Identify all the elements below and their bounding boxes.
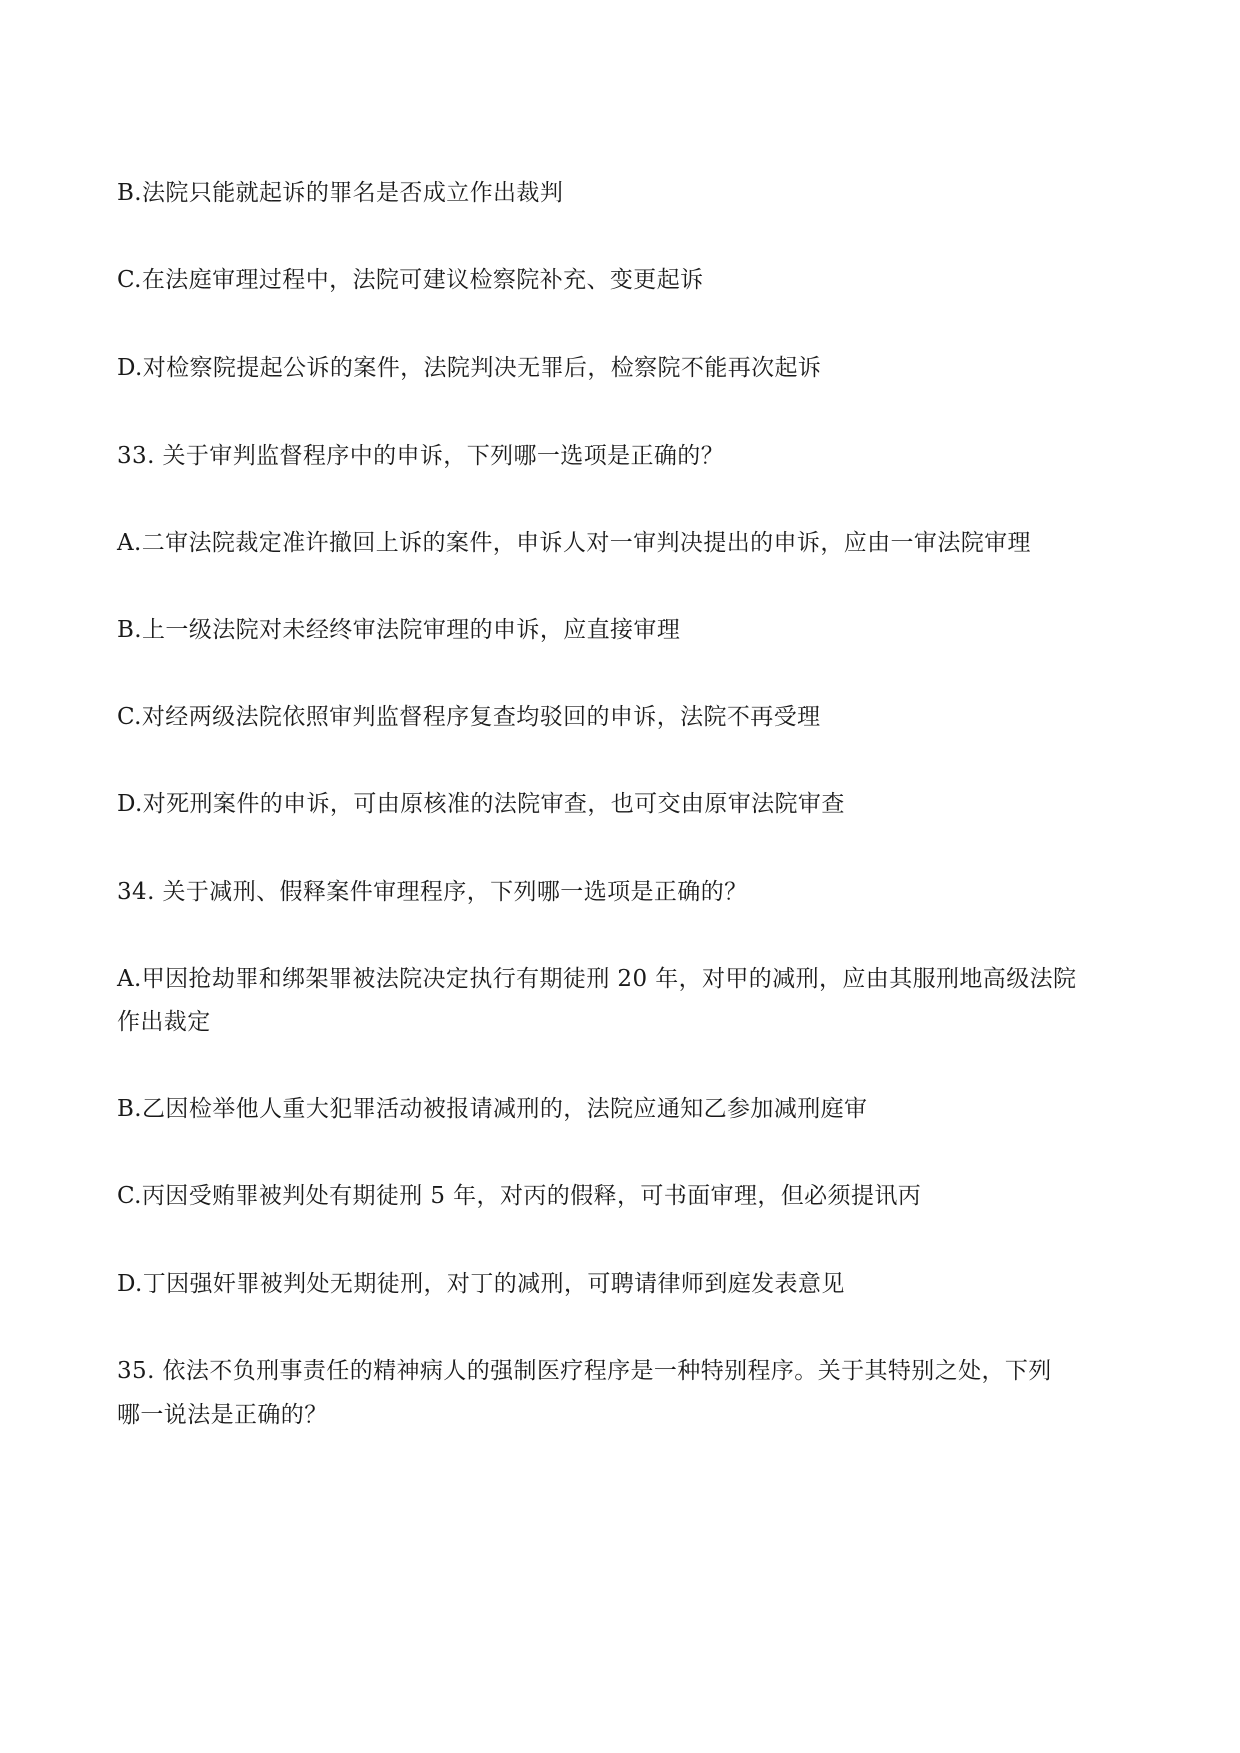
q35-question-line1: 35. 依法不负刑事责任的精神病人的强制医疗程序是一种特别程序。关于其特别之处，下列: [117, 1358, 1052, 1384]
q33-option-a: A.二审法院裁定准许撤回上诉的案件，申诉人对一审判决提出的申诉，应由一审法院审理: [117, 530, 1031, 556]
q33-option-c: C.对经两级法院依照审判监督程序复查均驳回的申诉，法院不再受理: [117, 704, 821, 730]
q32-option-d: D.对检察院提起公诉的案件，法院判决无罪后，检察院不能再次起诉: [117, 355, 822, 381]
q34-option-d: D.丁因强奸罪被判处无期徒刑，对丁的减刑，可聘请律师到庭发表意见: [117, 1271, 845, 1297]
q33-option-d: D.对死刑案件的申诉，可由原核准的法院审查，也可交由原审法院审查: [117, 791, 845, 817]
q32-option-c: C.在法庭审理过程中，法院可建议检察院补充、变更起诉: [117, 267, 704, 293]
q34-option-c: C.丙因受贿罪被判处有期徒刑 5 年，对丙的假释，可书面审理，但必须提讯丙: [117, 1183, 922, 1209]
q32-option-b: B.法院只能就起诉的罪名是否成立作出裁判: [117, 180, 564, 206]
q34-option-b: B.乙因检举他人重大犯罪活动被报请减刑的，法院应通知乙参加减刑庭审: [117, 1096, 868, 1122]
q33-option-b: B.上一级法院对未经终审法院审理的申诉，应直接审理: [117, 617, 681, 643]
q35-question-line2: 哪一说法是正确的？: [117, 1402, 328, 1428]
q34-option-a-line2: 作出裁定: [117, 1009, 211, 1035]
q34-option-a-line1: A.甲因抢劫罪和绑架罪被法院决定执行有期徒刑 20 年，对甲的减刑，应由其服刑地高级法院: [117, 966, 1077, 992]
q34-question: 34. 关于减刑、假释案件审理程序，下列哪一选项是正确的？: [117, 879, 748, 905]
q33-question: 33. 关于审判监督程序中的申诉，下列哪一选项是正确的？: [117, 443, 725, 469]
